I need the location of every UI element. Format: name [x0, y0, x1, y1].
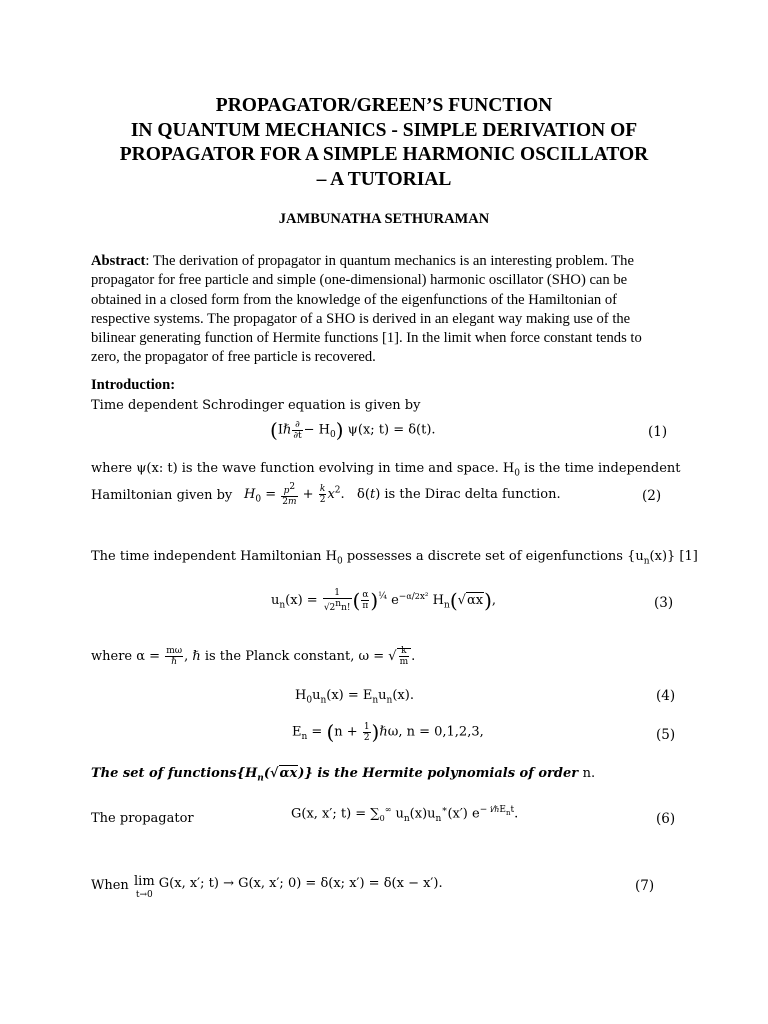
equation-1-rhs: ψ(x; t) = δ(t).	[347, 422, 436, 438]
equation-number-2: (2)	[642, 488, 662, 504]
abstract-label: Abstract	[91, 253, 146, 269]
equation-6: G(x, x′; $t) = \sum_0^\infty$ $u_n(x)u_n^∗(x')$ $e^{- i⁄\hbar E_nt}$.	[291, 805, 519, 824]
paper-title	[0, 94, 768, 192]
title-line-1: PROPAGATOR/GREEN’S FUNCTION	[215, 95, 553, 116]
where-alpha-text: where α = $\frac{m\omega}{\text{ℏ}}$ , ℏ is the Planck constant, ω = √ $\frac{k}{m}$ .	[91, 646, 416, 667]
hamiltonian-text: Hamiltonian given by	[91, 488, 233, 503]
propagator-label: The propagator	[91, 811, 194, 826]
wave-function-text: where ψ(x: t) is the wave function evolving in time and space. $H_0$ is the time independent	[91, 461, 681, 479]
author-name: JAMBUNATHA SETHURAMAN	[278, 211, 490, 227]
title-line-3: PROPAGATOR FOR A SIMPLE HARMONIC OSCILLATOR	[119, 144, 649, 165]
abstract-line-3: obtained in a closed form from the knowledge of the eigenfunctions of the Hamiltonian of	[91, 291, 618, 308]
title-line-4: – A TUTORIAL	[316, 168, 452, 190]
abstract-line-1: : The derivation of propagator in quantum mechanics is an interesting problem. The	[145, 253, 634, 269]
equation-number-4: (4)	[656, 688, 676, 704]
hermite-text: The set of $functions\{H_n(√\alpha x)\}$ is the Hermite polynomials of order n.	[91, 766, 596, 784]
equation-1: (Iℏ $\frac{\partial}{\partial t}$ − $H_0$) ψ(x; t) = δ(t).	[270, 418, 436, 442]
equation-5: $E_n = (n$ + $\frac{1}{2}$ )ℏω, n = 0,1,2,3,	[292, 720, 484, 744]
equation-number-5: (5)	[656, 727, 676, 743]
dirac-text: is the Dirac delta function.	[380, 487, 561, 502]
abstract	[91, 252, 691, 368]
introduction-heading: Introduction:	[91, 377, 176, 393]
title-line-2: IN QUANTUM MECHANICS - SIMPLE DERIVATION OF	[130, 119, 638, 141]
equation-3: $u_n(x)$ = $\frac{1}{√2^nn!}$ ( $\frac{\alpha}{\pi}$ )$^{\frac{1}{4}}$ $e^{-\alpha/2x^2}$ $H_n(√\alpha x)$,	[271, 588, 497, 613]
equation-2: $H_0$ = $\frac{p^2}{2m}$ + $\frac{k}{2}$ $x^2$. δ(t) is the Dirac delta function.	[244, 482, 561, 507]
discrete-set-text: The time independent Hamiltonian $H_0$ possesses a discrete set of eigenfunctions $\{u_n(x)\}$ [1]	[91, 549, 698, 567]
equation-number-1: (1)	[648, 424, 668, 440]
equation-7-body: G(x, x′; t) → G(x, x′; 0) = δ(x; x′) = δ(x − x′).	[158, 876, 443, 891]
intro-sentence-1: Time dependent Schrodinger equation is given by	[91, 398, 421, 413]
abstract-line-6: zero, the propagator of free particle is recovered.	[91, 349, 376, 366]
equation-4: $H_0u_n(x) = E_nu_n(x)$.	[295, 688, 414, 706]
when-label: When	[91, 878, 129, 893]
equation-number-7: (7)	[635, 878, 655, 894]
abstract-line-2: propagator for free particle and simple (one-dimensional) harmonic oscillator (SHO) can be	[91, 272, 628, 289]
equation-number-6: (6)	[656, 811, 676, 827]
abstract-line-4: respective systems. The propagator of a SHO is derived in an elegant way making use of the	[91, 310, 631, 327]
equation-5-tail: ℏω, n = 0,1,2,3,	[379, 724, 484, 740]
equation-number-3: (3)	[654, 595, 674, 611]
equation-7: lim t→0 G(x, x′; t) → G(x, x′; 0) = δ(x; x′) = δ(x − x′).	[134, 874, 443, 900]
abstract-line-5: bilinear generating function of Hermite functions [1]. In the limit when force constant tends to	[91, 330, 642, 347]
